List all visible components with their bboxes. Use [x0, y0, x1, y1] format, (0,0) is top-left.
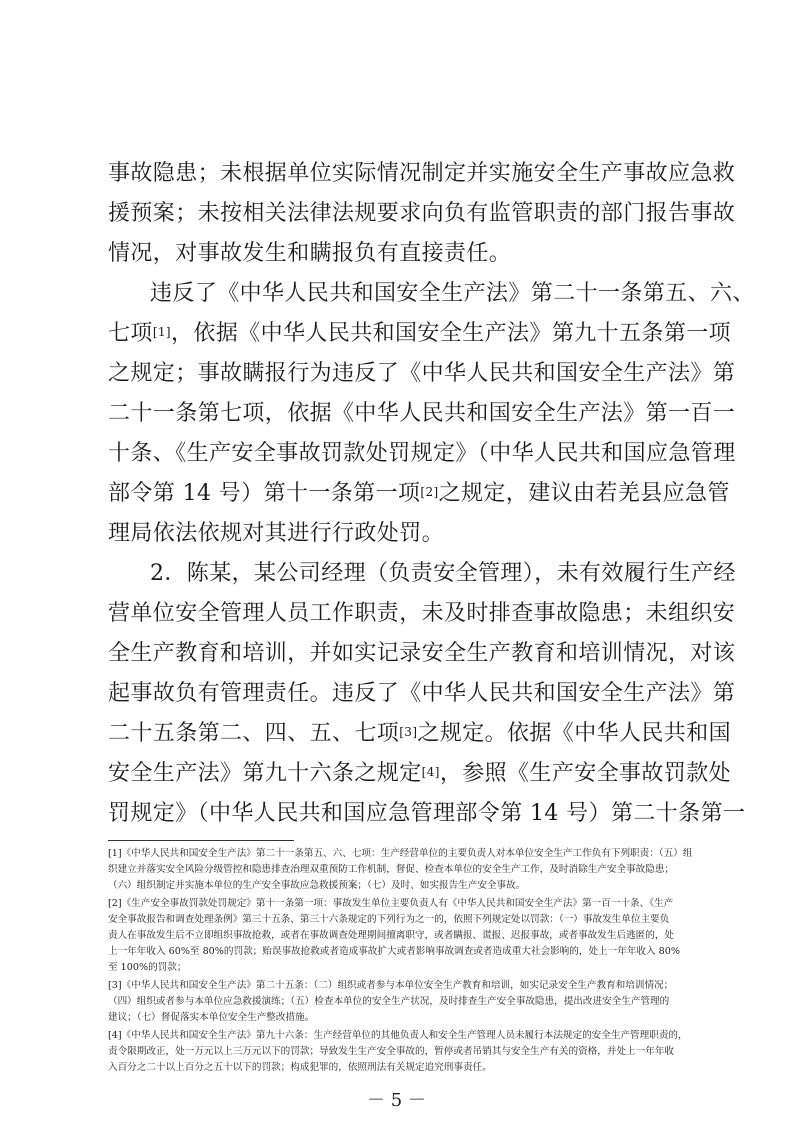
- body-line-14: 起事故负有管理责任。违反了《中华人民共和国安全生产法》第: [108, 681, 736, 706]
- body-line-9: 部令第 14 号）第十一条第一项[2]之规定，建议由若羌县应急管: [108, 481, 730, 506]
- body-line-5: 七项[1]，依据《中华人民共和国安全生产法》第九十五条第一项: [108, 321, 732, 346]
- footnote-line-8: 至 100%的罚款；: [108, 962, 187, 973]
- footnote-marker: [1]: [152, 325, 172, 339]
- footnote-line-7: 上一年年收入 60%至 80%的罚款；贻误事故抢救或者造成事故扩大或者影响事故调查或者造成重大社会影响的，处上一年年收入 80%: [108, 946, 680, 957]
- body-line-10: 理局依法依规对其进行行政处罚。: [108, 521, 445, 546]
- footnote-line-5: 安全事故报告和调查处理条例》第三十五条、第三十六条规定的下列行为之一的，依照下列规定处以罚款：（一）事故发生单位主要负: [108, 914, 670, 925]
- body-line-12: 营单位安全管理人员工作职责，未及时排查事故隐患；未组织安: [108, 601, 736, 626]
- footnote-marker: [2]: [420, 485, 439, 499]
- footnote-line-9: [3]《中华人民共和国安全生产法》第二十五条：（二）组织或者参与本单位安全生产教育和培训，如实记录安全生产教育和培训情况；: [108, 980, 674, 991]
- page-number: － 5 －: [367, 1090, 426, 1111]
- body-line-15: 二十五条第二、四、五、七项[3]之规定。依据《中华人民共和国: [108, 721, 732, 746]
- footnote-marker: [3]: [399, 725, 418, 739]
- footnote-line-12: [4]《中华人民共和国安全生产法》第九十六条：生产经营单位的其他负责人和安全生产管理人员未履行本法规定的安全生产管理职责的，: [108, 1030, 688, 1041]
- body-line-4: 违反了《中华人民共和国安全生产法》第二十一条第五、六、: [150, 281, 755, 306]
- footnote-line-13: 责令限期改正，处一万元以上三万元以下的罚款；导致发生生产安全事故的，暂停或者吊销其与安全生产有关的资格，并处上一年年收: [108, 1046, 675, 1057]
- footnote-line-10: （四）组织或者参与本单位应急救援演练；（五）检查本单位的安全生产状况，及时排查生产安全事故隐患，提出改进安全生产管理的: [108, 996, 670, 1007]
- body-line-3: 情况，对事故发生和瞒报负有直接责任。: [108, 241, 512, 266]
- footnote-line-3: （六）组织制定并实施本单位的生产安全事故应急救援预案；（七）及时、如实报告生产安全事故。: [108, 880, 526, 891]
- footnote-separator: [108, 840, 294, 841]
- body-line-13: 全生产教育和培训，并如实记录安全生产教育和培训情况，对该: [108, 641, 736, 666]
- body-line-6: 之规定；事故瞒报行为违反了《中华人民共和国安全生产法》第: [108, 361, 736, 386]
- body-line-17: 罚规定》（中华人民共和国应急管理部令第 14 号）第二十条第一: [108, 801, 746, 826]
- footnote-line-11: 建议；（七）督促落实本单位安全生产整改措施。: [108, 1012, 315, 1023]
- body-line-7: 二十一条第七项，依据《中华人民共和国安全生产法》第一百一: [108, 401, 736, 426]
- footnote-line-2: 织建立并落实安全风险分级管控和隐患排查治理双重预防工作机制，督促、检查本单位的安全生产工作，及时消除生产安全事故隐患；: [108, 864, 675, 875]
- footnote-line-14: 入百分之二十以上百分之五十以下的罚款；构成犯罪的，依照刑法有关规定追究刑事责任。: [108, 1062, 492, 1073]
- footnote-line-1: [1]《中华人民共和国安全生产法》第二十一条第五、六、七项：生产经营单位的主要负责人对本单位安全生产工作负有下列职责：（五）组: [108, 848, 693, 859]
- footnote-line-4: [2]《生产安全事故罚款处罚规定》第十一条第一项：事故发生单位主要负责人有《中华人民共和国安全生产法》第一百一十条、《生产: [108, 898, 674, 909]
- body-line-8: 十条、《生产安全事故罚款处罚规定》（中华人民共和国应急管理: [108, 441, 736, 466]
- body-line-11: 2．陈某，某公司经理（负责安全管理），未有效履行生产经: [150, 561, 736, 586]
- footnote-marker: [4]: [421, 765, 440, 779]
- body-line-2: 援预案；未按相关法律法规要求向负有监管职责的部门报告事故: [108, 201, 736, 226]
- footnote-line-6: 责人在事故发生后不立即组织事故抢救，或者在事故调查处理期间擅离职守，或者瞒报、谎报、迟报事故，或者事故发生后逃匿的，处: [108, 930, 675, 941]
- body-line-16: 安全生产法》第九十六条之规定[4]，参照《生产安全事故罚款处: [108, 761, 732, 786]
- body-line-1: 事故隐患；未根据单位实际情况制定并实施安全生产事故应急救: [108, 161, 736, 186]
